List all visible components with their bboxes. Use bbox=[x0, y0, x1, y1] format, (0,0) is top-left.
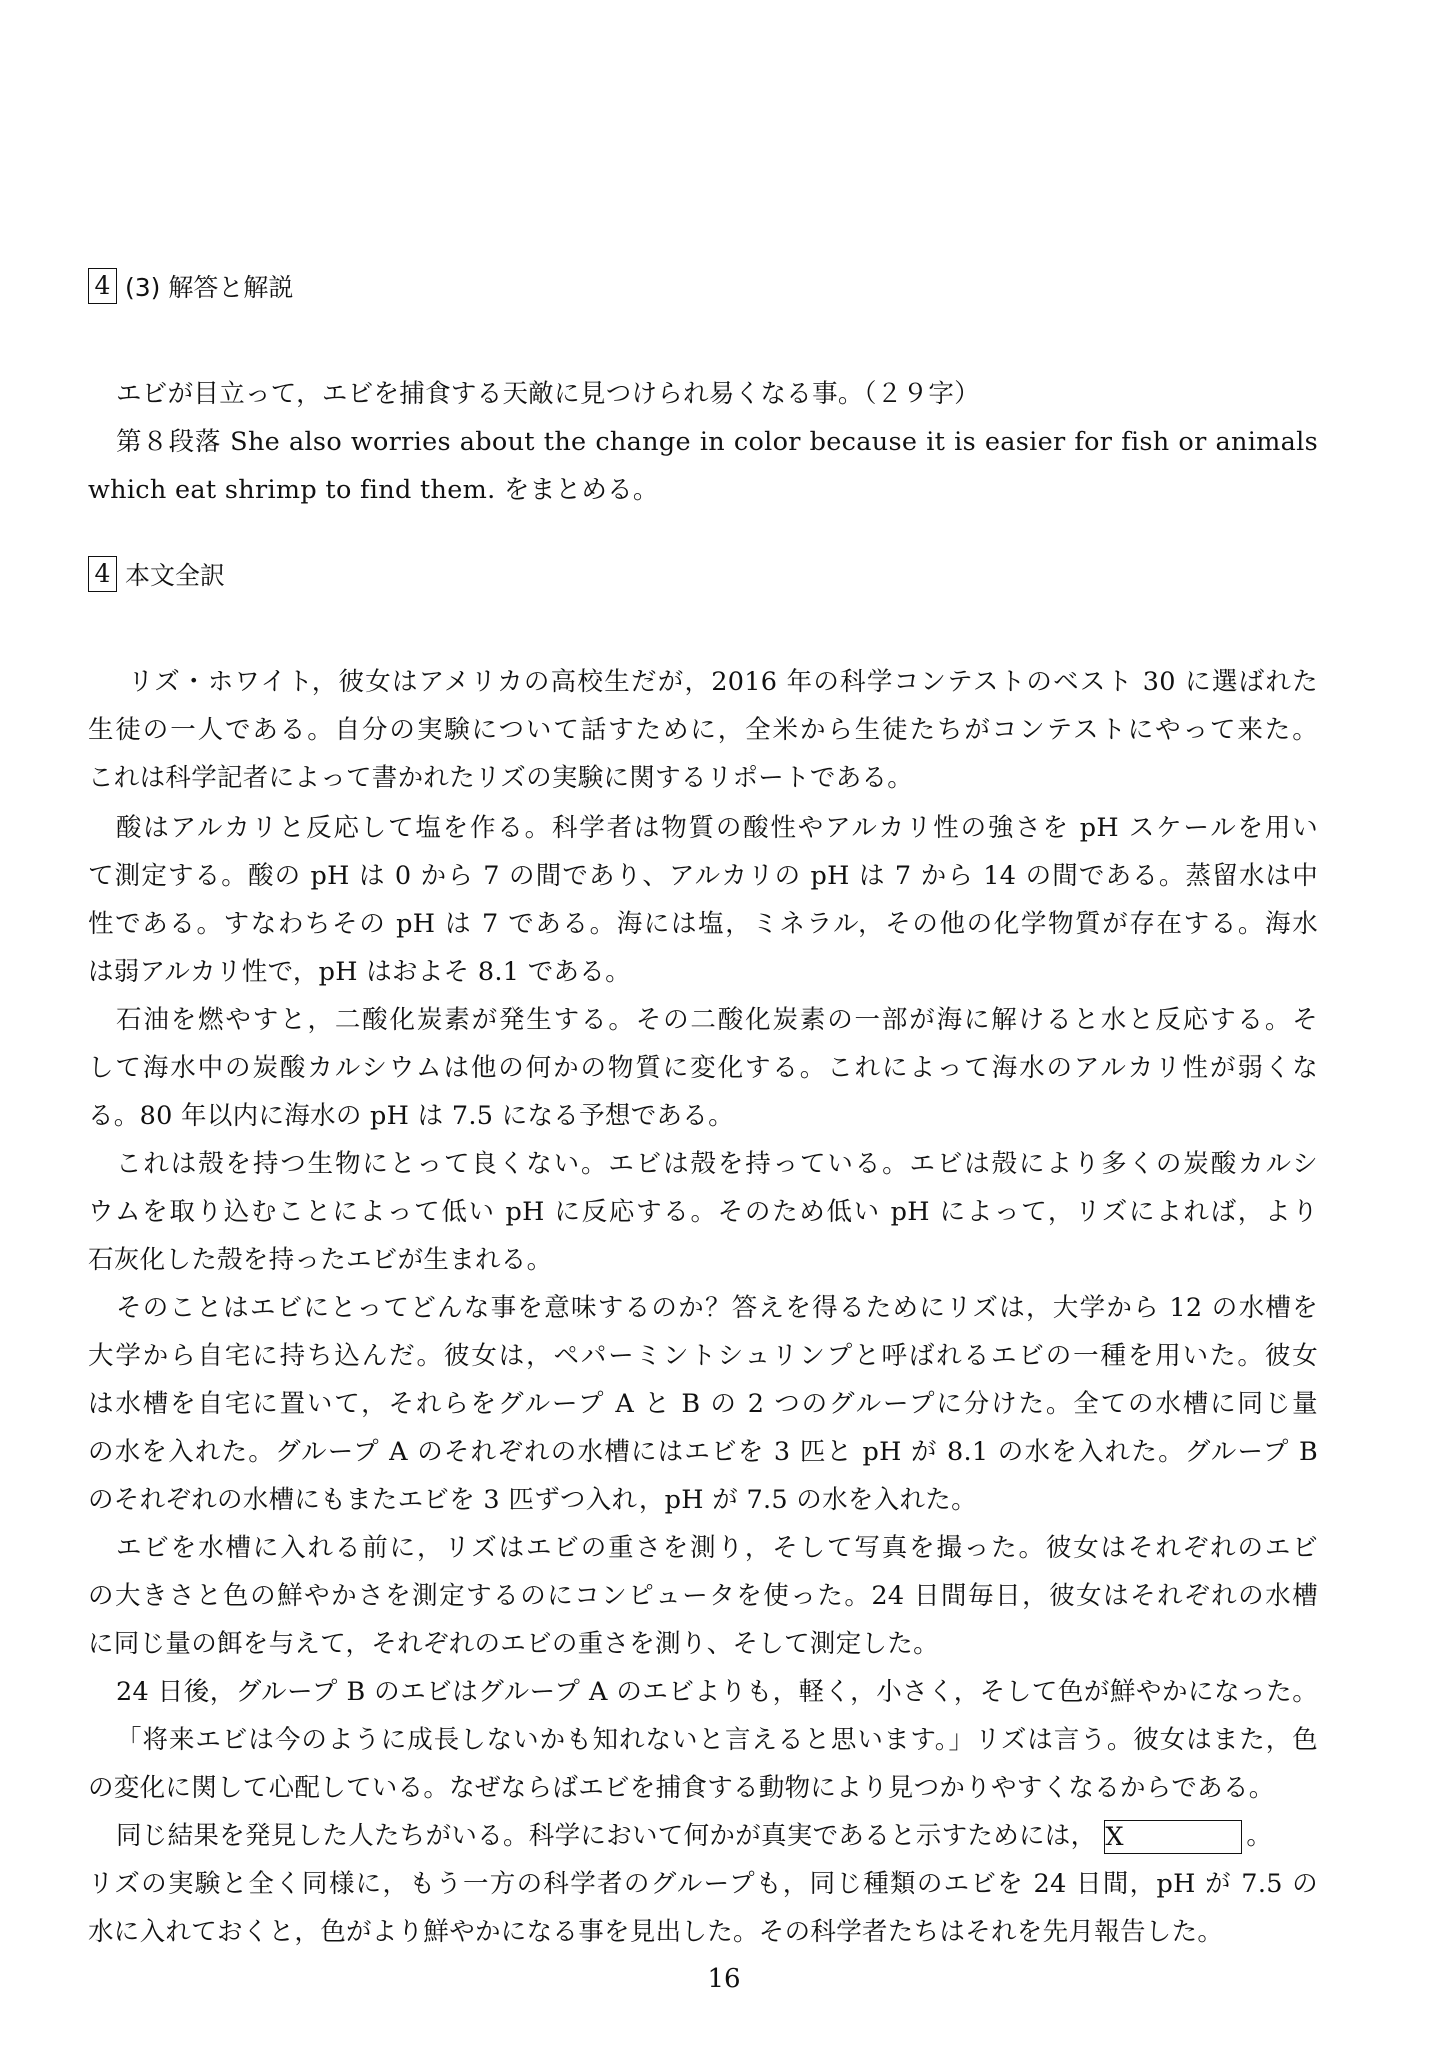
section-heading-answer bbox=[88, 268, 293, 304]
paragraph-line: 生徒の一人である。自分の実験について話すために，全米から生徒たちがコンテストにやって来た。 bbox=[88, 715, 1318, 745]
paragraph-line: して海水中の炭酸カルシウムは他の何かの物質に変化する。これによって海水のアルカリ性が弱くな bbox=[88, 1053, 1318, 1083]
paragraph-line: の変化に関して心配している。なぜならばエビを捕食する動物により見つかりやすくなるからである。 bbox=[88, 1773, 1275, 1803]
question-number-box: 4 bbox=[88, 268, 117, 304]
paragraph-line: 大学から自宅に持ち込んだ。彼女は，ペパーミントシュリンプと呼ばれるエビの一種を用いた。彼女 bbox=[88, 1341, 1318, 1371]
paragraph-line: は水槽を自宅に置いて，それらをグループ A と B の 2 つのグループに分けた。全ての水槽に同じ量 bbox=[88, 1389, 1318, 1419]
paragraph-line: エビを水槽に入れる前に，リズはエビの重さを測り，そして写真を撮った。彼女はそれぞれのエビ bbox=[116, 1533, 1318, 1563]
section-title: (3) 解答と解説 bbox=[125, 273, 294, 302]
paragraph-line: のそれぞれの水槽にもまたエビを 3 匹ずつ入れ，pH が 7.5 の水を入れた。 bbox=[88, 1485, 977, 1515]
blank-box-x: X bbox=[1104, 1820, 1242, 1854]
paragraph-line: の水を入れた。グループ A のそれぞれの水槽にはエビを 3 匹と pH が 8.1 の水を入れた。グループ B bbox=[88, 1437, 1318, 1467]
paragraph-line: 石油を燃やすと，二酸化炭素が発生する。その二酸化炭素の一部が海に解けると水と反応する。そ bbox=[116, 1005, 1318, 1035]
paragraph-line-text: 同じ結果を発見した人たちがいる。科学において何かが真実であると示すためには， bbox=[116, 1821, 1097, 1851]
paragraph-line: 性である。すなわちその pH は 7 である。海には塩，ミネラル，その他の化学物質が存在する。海水 bbox=[88, 909, 1318, 939]
paragraph-line: リズの実験と全く同様に，もう一方の科学者のグループも，同じ種類のエビを 24 日間，pH が 7.5 の bbox=[88, 1869, 1318, 1899]
explanation-line: 第８段落 She also worries about the change in color because it is easier for fish or animals bbox=[116, 427, 1318, 457]
paragraph-line: 酸はアルカリと反応して塩を作る。科学者は物質の酸性やアルカリ性の強さを pH スケールを用い bbox=[116, 813, 1318, 843]
paragraph-line: 24 日後，グループ B のエビはグループ A のエビよりも，軽く，小さく，そして色が鮮やかになった。 bbox=[116, 1677, 1318, 1707]
blank-trailing-punct: 。 bbox=[1246, 1821, 1273, 1851]
page-number: 16 bbox=[707, 1964, 741, 1994]
paragraph-line: ウムを取り込むことによって低い pH に反応する。そのため低い pH によって，リズによれば，より bbox=[88, 1197, 1318, 1227]
paragraph-line: これは殻を持つ生物にとって良くない。エビは殻を持っている。エビは殻により多くの炭酸カルシ bbox=[116, 1149, 1318, 1179]
paragraph-line: て測定する。酸の pH は 0 から 7 の間であり、アルカリの pH は 7 から 14 の間である。蒸留水は中 bbox=[88, 861, 1318, 891]
paragraph-line: 「将来エビは今のように成長しないかも知れないと言えると思います。」リズは言う。彼女はまた，色 bbox=[116, 1725, 1318, 1755]
paragraph-line: る。80 年以内に海水の pH は 7.5 になる予想である。 bbox=[88, 1101, 734, 1131]
paragraph-line: は弱アルカリ性で，pH はおよそ 8.1 である。 bbox=[88, 957, 631, 987]
paragraph-line: これは科学記者によって書かれたリズの実験に関するリポートである。 bbox=[88, 763, 914, 793]
paragraph-line-with-blank bbox=[88, 1816, 1318, 1854]
paragraph-line: 水に入れておくと，色がより鮮やかになる事を見出した。その科学者たちはそれを先月報告した。 bbox=[88, 1917, 1224, 1947]
question-number-box: 4 bbox=[88, 556, 117, 592]
section-title: 本文全訳 bbox=[125, 561, 226, 590]
paragraph-line: 石灰化した殻を持ったエビが生まれる。 bbox=[88, 1245, 553, 1275]
explanation-line: which eat shrimp to find them. をまとめる。 bbox=[88, 475, 659, 505]
paragraph-line: に同じ量の餌を与えて，それぞれのエビの重さを測り、そして測定した。 bbox=[88, 1629, 939, 1659]
section-heading-translation bbox=[88, 556, 225, 592]
paragraph-line: リズ・ホワイト，彼女はアメリカの高校生だが，2016 年の科学コンテストのベスト 30 に選ばれた bbox=[128, 667, 1318, 697]
paragraph-line: そのことはエビにとってどんな事を意味するのか？答えを得るためにリズは，大学から 12 の水槽を bbox=[116, 1293, 1318, 1323]
paragraph-line: の大きさと色の鮮やかさを測定するのにコンピュータを使った。24 日間毎日，彼女はそれぞれの水槽 bbox=[88, 1581, 1318, 1611]
answer-text: エビが目立って，エビを捕食する天敵に見つけられ易くなる事。（２９字） bbox=[116, 379, 980, 409]
